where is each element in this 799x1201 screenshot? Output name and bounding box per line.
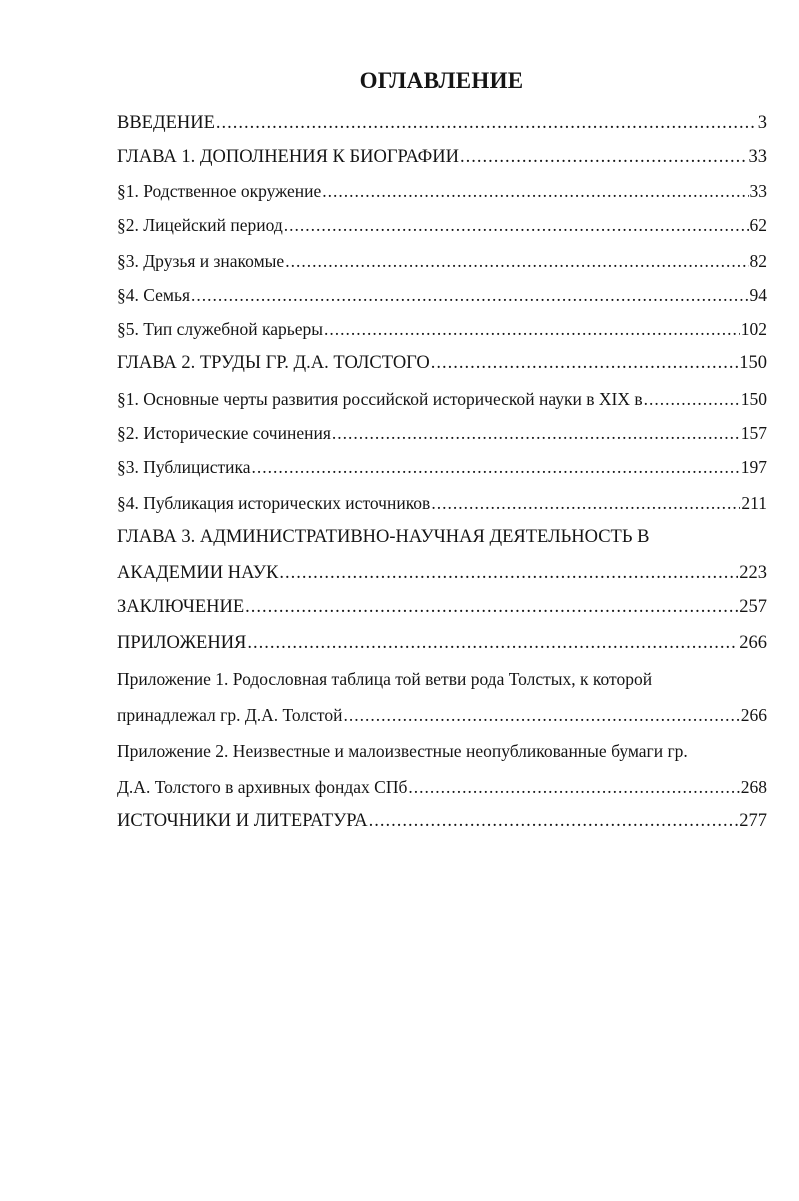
toc-entry-text: §4. Семья (117, 285, 191, 305)
toc-entry-page: 257 (739, 597, 767, 617)
toc-entry-text: §4. Публикация исторических источников (117, 493, 431, 513)
toc-entry-page: 266 (740, 705, 767, 725)
toc-entry-section-1-3 (117, 248, 767, 274)
dot-leader (332, 420, 740, 446)
toc-entry-chapter-3-line-1 (117, 524, 767, 550)
toc-entry-text: §3. Публицистика (117, 457, 251, 477)
toc-entry-section-2-3 (117, 454, 767, 480)
toc-entry-introduction (117, 110, 767, 136)
toc-entry-section-2-2 (117, 420, 767, 446)
toc-entry-section-2-4 (117, 490, 767, 516)
dot-leader (369, 808, 739, 834)
toc-entry-appendices (117, 630, 767, 656)
toc-entry-page: 266 (739, 633, 767, 653)
toc-entry-page: 102 (740, 319, 767, 339)
dot-leader (245, 594, 738, 620)
toc-entry-page: 82 (749, 251, 767, 271)
toc-entry-page: 62 (749, 215, 767, 235)
toc-entry-section-1-1 (117, 178, 767, 204)
toc-entry-text: ВВЕДЕНИЕ (117, 113, 215, 133)
toc-entry-text: §1. Основные черты развития российской исторической науки в XIX в (117, 389, 643, 409)
dot-leader (460, 144, 748, 170)
toc-entry-conclusion (117, 594, 767, 620)
toc-entry-section-1-2 (117, 212, 767, 238)
toc-entry-text: ПРИЛОЖЕНИЯ (117, 633, 247, 653)
dot-leader (284, 212, 749, 238)
toc-entry-page: 211 (741, 493, 767, 513)
page-title: ОГЛАВЛЕНИЕ (359, 68, 524, 93)
toc-entry-text: принадлежал гр. Д.А. Толстой (117, 705, 343, 725)
dot-leader (343, 702, 739, 728)
toc-entry-page: 150 (739, 353, 767, 373)
toc-entry-page: 268 (740, 777, 767, 797)
toc-entry-page: 197 (740, 457, 767, 477)
toc-entry-text: ГЛАВА 3. АДМИНИСТРАТИВНО-НАУЧНАЯ ДЕЯТЕЛЬНОСТЬ В (117, 527, 650, 547)
toc-entry-text: Д.А. Толстого в архивных фондах СПб (117, 777, 408, 797)
toc-entry-text: АКАДЕМИИ НАУК (117, 563, 279, 583)
dot-leader (191, 282, 748, 308)
toc-entry-text: ИСТОЧНИКИ И ЛИТЕРАТУРА (117, 811, 368, 831)
toc-entry-page: 33 (748, 147, 767, 167)
dot-leader (322, 178, 748, 204)
toc-entry-chapter-3-line-2 (117, 560, 767, 586)
toc-entry-page: 33 (749, 181, 767, 201)
dot-leader (216, 110, 757, 136)
toc-entry-text: Приложение 1. Родословная таблица той ветви рода Толстых, к которой (117, 669, 653, 689)
toc-entry-section-1-5 (117, 316, 767, 342)
toc-entry-sources-literature (117, 808, 767, 834)
toc-entry-text: §1. Родственное окружение (117, 181, 322, 201)
dot-leader (285, 248, 748, 274)
toc-entry-text: ГЛАВА 1. ДОПОЛНЕНИЯ К БИОГРАФИИ (117, 147, 459, 167)
toc-entry-page: 223 (739, 563, 767, 583)
toc-entry-text: Приложение 2. Неизвестные и малоизвестные неопубликованные бумаги гр. (117, 741, 688, 761)
toc-entry-text: §5. Тип служебной карьеры (117, 319, 324, 339)
toc-entry-chapter-1 (117, 144, 767, 170)
toc-entry-appendix-2-line-1 (117, 738, 767, 764)
toc-entry-appendix-1-line-1 (117, 666, 767, 692)
toc-entry-appendix-2-line-2 (117, 774, 767, 800)
toc-entry-text: §2. Лицейский период (117, 215, 283, 235)
toc-entry-text: ГЛАВА 2. ТРУДЫ ГР. Д.А. ТОЛСТОГО (117, 353, 430, 373)
toc-entry-page: 94 (749, 285, 767, 305)
toc-entry-page: 3 (757, 113, 767, 133)
dot-leader (279, 560, 738, 586)
toc-entry-chapter-2 (117, 350, 767, 376)
dot-leader (247, 630, 738, 656)
dot-leader (252, 454, 740, 480)
toc-entry-appendix-1-line-2 (117, 702, 767, 728)
toc-entry-page: 150 (740, 389, 767, 409)
toc-entry-page: 157 (740, 423, 767, 443)
dot-leader (431, 350, 738, 376)
toc-entry-section-1-4 (117, 282, 767, 308)
toc-entry-page: 277 (739, 811, 767, 831)
toc-entry-text: §3. Друзья и знакомые (117, 251, 285, 271)
dot-leader (644, 386, 740, 412)
toc-entry-text: ЗАКЛЮЧЕНИЕ (117, 597, 245, 617)
dot-leader (408, 774, 739, 800)
dot-leader (324, 316, 740, 342)
toc-entry-section-2-1 (117, 386, 767, 412)
toc-entry-text: §2. Исторические сочинения (117, 423, 331, 443)
dot-leader (431, 490, 740, 516)
